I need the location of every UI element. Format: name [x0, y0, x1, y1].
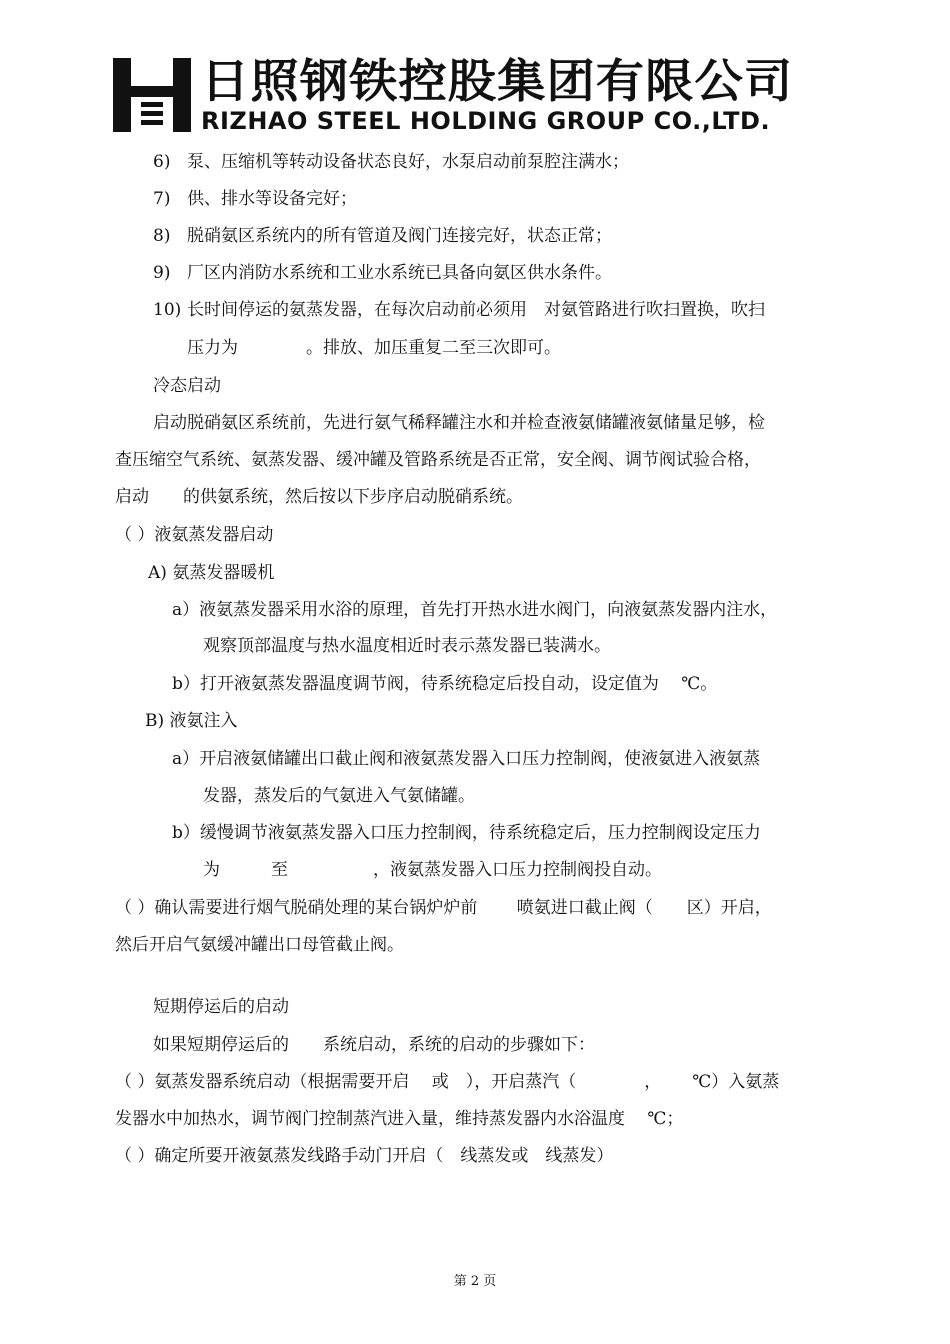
- section-heading: 短期停运后的启动: [153, 997, 289, 1017]
- paragraph-line: 启动脱硝氨区系统前，先进行氨气稀释罐注水和并检查液氨储罐液氨储量足够，检: [153, 413, 765, 433]
- step-line: （ ）确定所要开液氨蒸发线路手动门开启（ 线蒸发或 线蒸发）: [115, 1146, 614, 1166]
- sub-item: a）液氨蒸发器采用水浴的原理，首先打开热水进水阀门，向液氨蒸发器内注水，: [172, 600, 778, 620]
- list-item-continuation: 压力为 。排放、加压重复二至三次即可。: [187, 338, 561, 358]
- list-item-text: 厂区内消防水系统和工业水系统已具备向氨区供水条件。: [187, 263, 612, 283]
- list-item-text: 长时间停运的氨蒸发器，在每次启动前必须用 对氨管路进行吹扫置换，吹扫: [187, 300, 765, 320]
- sub-heading: A) 氨蒸发器暖机: [148, 563, 275, 583]
- step-line-continuation: 发器水中加热水，调节阀门控制蒸汽进入量，维持蒸发器内水浴温度 ℃；: [115, 1109, 684, 1129]
- sub-item-continuation: 为 至 ，液氨蒸发器入口压力控制阀投自动。: [203, 860, 662, 880]
- list-item: [153, 189, 357, 209]
- company-name-en: RIZHAO STEEL HOLDING GROUP CO.,LTD.: [201, 107, 771, 135]
- page-number: 第 2 页: [453, 1274, 497, 1289]
- sub-heading: B) 液氨注入: [145, 711, 238, 731]
- section-heading: 冷态启动: [153, 376, 221, 396]
- sub-item-continuation: 观察顶部温度与热水温度相近时表示蒸发器已装满水。: [203, 636, 611, 656]
- list-item-number: 8): [153, 226, 171, 246]
- list-item-text: 泵、压缩机等转动设备状态良好，水泵启动前泵腔注满水；: [187, 152, 629, 172]
- letterhead: [113, 54, 813, 138]
- paragraph-line: 启动 的供氨系统，然后按以下步序启动脱硝系统。: [115, 487, 523, 507]
- list-item-number: 9): [153, 263, 171, 283]
- list-item-number: 10): [153, 300, 182, 320]
- list-item-number: 7): [153, 189, 171, 209]
- list-item-text: 脱硝氨区系统内的所有管道及阀门连接完好，状态正常；: [187, 226, 612, 246]
- list-item: [153, 300, 765, 320]
- step-line: （ ）确认需要进行烟气脱硝处理的某台锅炉炉前 喷氨进口截止阀（ 区）开启，: [115, 898, 772, 918]
- sub-item-continuation: 发器，蒸发后的气氨进入气氨储罐。: [203, 786, 475, 806]
- list-item: [153, 152, 629, 172]
- step-line-continuation: 然后开启气氨缓冲罐出口母管截止阀。: [115, 935, 404, 955]
- sub-item: a）开启液氨储罐出口截止阀和液氨蒸发器入口压力控制阀，使液氨进入液氨蒸: [172, 749, 761, 769]
- rizhao-logo-icon: [113, 58, 191, 132]
- list-item-number: 6): [153, 152, 171, 172]
- paragraph-line: 查压缩空气系统、氨蒸发器、缓冲罐及管路系统是否正常，安全阀、调节阀试验合格，: [115, 450, 761, 470]
- list-item: [153, 226, 612, 246]
- sub-item: b）打开液氨蒸发器温度调节阀，待系统稳定后投自动，设定值为 ℃。: [172, 674, 718, 694]
- sub-item: b）缓慢调节液氨蒸发器入口压力控制阀，待系统稳定后，压力控制阀设定压力: [172, 823, 761, 843]
- step-line: （ ）液氨蒸发器启动: [115, 525, 274, 545]
- step-line: （ ）氨蒸发器系统启动（根据需要开启 或 ），开启蒸汽（ ， ℃）入氨蒸: [115, 1072, 780, 1092]
- company-name-cn: 日照钢铁控股集团有限公司: [201, 54, 794, 108]
- paragraph-line: 如果短期停运后的 系统启动，系统的启动的步骤如下：: [153, 1035, 595, 1055]
- list-item-text: 供、排水等设备完好；: [187, 189, 357, 209]
- list-item: [153, 263, 612, 283]
